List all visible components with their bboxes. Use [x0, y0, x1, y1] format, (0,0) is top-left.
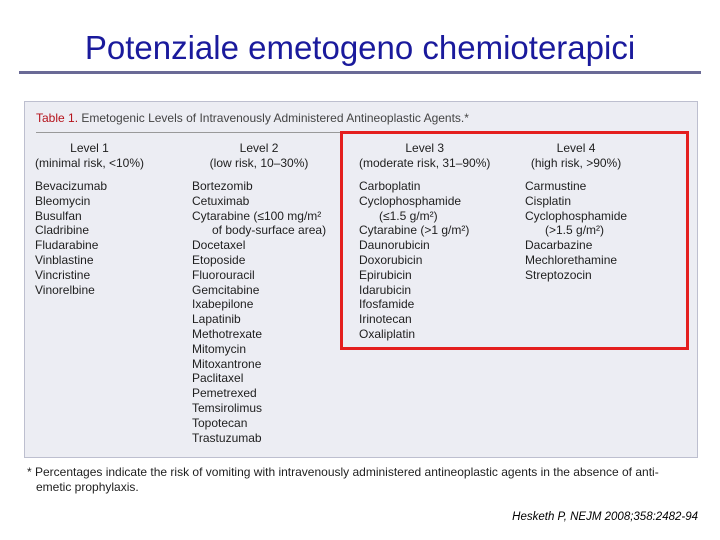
drug-item: Daunorubicin — [359, 238, 430, 253]
level-2-drug-list — [192, 179, 326, 445]
level-4-title: Level 4 — [556, 141, 596, 155]
level-3-risk: (moderate risk, 31–90%) — [359, 155, 491, 170]
drug-item: Cytarabine (≤100 mg/m² — [192, 208, 322, 223]
drug-item: Cytarabine (>1 g/m²) — [359, 223, 470, 238]
level-3-title: Level 3 — [405, 141, 445, 155]
drug-item: Topotecan — [192, 415, 248, 430]
drug-item: Streptozocin — [525, 267, 592, 282]
drug-item: Mitomycin — [192, 341, 247, 356]
footnote-line-1: * Percentages indicate the risk of vomiting with intravenously administered antineoplastic agents in the absence of anti- — [27, 465, 659, 479]
slide-title: Potenziale emetogeno chemioterapici — [84, 29, 636, 66]
level-2-title: Level 2 — [239, 141, 279, 155]
drug-item-continuation: (>1.5 g/m²) — [545, 223, 605, 238]
drug-item: Cetuximab — [192, 193, 250, 208]
drug-item: Bleomycin — [35, 193, 91, 208]
drug-item: Ifosfamide — [359, 297, 415, 312]
drug-item: Carmustine — [525, 179, 587, 193]
table-footnote — [27, 465, 697, 495]
level-1-drug-list — [35, 179, 144, 297]
drug-item: Idarubicin — [359, 282, 412, 297]
drug-item: Carboplatin — [359, 179, 421, 193]
drug-item: Lapatinib — [192, 312, 241, 327]
drug-item: Dacarbazine — [525, 238, 593, 253]
drug-item: Vincristine — [35, 267, 91, 282]
drug-item: Pemetrexed — [192, 386, 257, 401]
drug-item: Irinotecan — [359, 312, 412, 327]
drug-item: Mitoxantrone — [192, 356, 262, 371]
drug-item: Cyclophosphamide — [525, 208, 628, 223]
drug-item: Cladribine — [35, 223, 90, 238]
drug-item: Cisplatin — [525, 193, 572, 208]
drug-item: Temsirolimus — [192, 400, 263, 415]
drug-item: Vinblastine — [35, 252, 94, 267]
drug-item-continuation: of body-surface area) — [212, 223, 327, 238]
drug-item-continuation: (≤1.5 g/m²) — [379, 208, 438, 223]
level-2-risk: (low risk, 10–30%) — [209, 155, 309, 170]
table-caption-text: Emetogenic Levels of Intravenously Administered Antineoplastic Agents.* — [81, 111, 469, 125]
drug-item: Cyclophosphamide — [359, 193, 462, 208]
title-divider — [19, 71, 701, 74]
drug-item: Ixabepilone — [192, 297, 254, 312]
drug-item: Epirubicin — [359, 267, 412, 282]
level-1-column — [35, 141, 144, 297]
drug-item: Fluorouracil — [192, 267, 255, 282]
level-1-title: Level 1 — [70, 141, 109, 155]
level-3-4-highlight-box — [340, 131, 689, 350]
footnote-line-2: emetic prophylaxis. — [36, 480, 139, 494]
source-citation: Hesketh P, NEJM 2008;358:2482-94 — [512, 511, 698, 523]
drug-item: Trastuzumab — [192, 430, 262, 445]
level-4-risk: (high risk, >90%) — [530, 155, 622, 170]
drug-item: Docetaxel — [192, 238, 246, 253]
drug-item: Methotrexate — [192, 326, 263, 341]
table-caption-number: Table 1. — [36, 111, 79, 125]
drug-item: Vinorelbine — [35, 282, 95, 297]
level-2-header — [192, 141, 326, 171]
drug-item: Bevacizumab — [35, 179, 108, 193]
table-caption — [36, 110, 469, 126]
drug-item: Doxorubicin — [359, 252, 423, 267]
level-2-column — [192, 141, 326, 445]
drug-item: Etoposide — [192, 252, 246, 267]
level-1-risk: (minimal risk, <10%) — [35, 155, 145, 170]
level-1-header — [35, 141, 144, 171]
drug-item: Gemcitabine — [192, 282, 260, 297]
drug-item: Bortezomib — [192, 179, 253, 193]
drug-item: Busulfan — [35, 208, 82, 223]
drug-item: Fludarabine — [35, 238, 99, 253]
drug-item: Oxaliplatin — [359, 326, 416, 341]
drug-item: Mechlorethamine — [525, 252, 618, 267]
drug-item: Paclitaxel — [192, 371, 244, 386]
